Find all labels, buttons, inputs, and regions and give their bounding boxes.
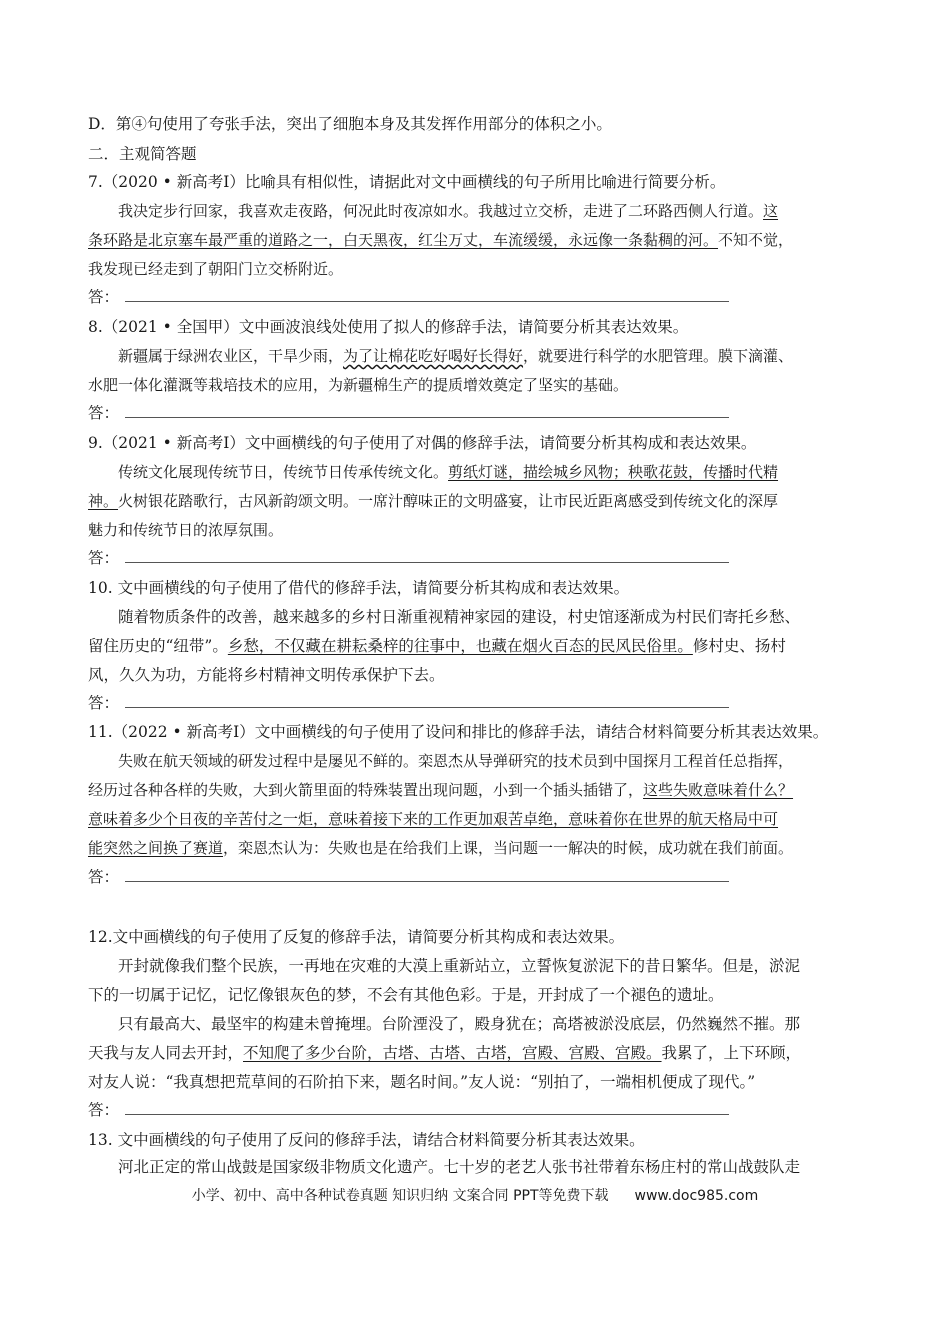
q10-answer-row — [88, 692, 729, 714]
section-heading: 二．主观简答题 — [88, 145, 197, 163]
q12-passage-line1: 开封就像我们整个民族，一再地在灾难的大漠上重新站立，立誓恢复淤泥下的昔日繁华。但是，淤泥 — [118, 957, 801, 975]
answer-label: 答： — [88, 404, 120, 422]
q9-text: 火树银花踏歌行，古风新韵颂文明。一席汁醇味正的文明盛宴，让市民近距离感受到传统文化的深厚 — [118, 492, 779, 510]
q9-underlined-text: 神。 — [88, 492, 119, 510]
q10-underlined-text: 乡愁，不仅藏在耕耘桑梓的往事中，也藏在烟火百态的民风民俗里。 — [227, 637, 693, 655]
footer-link[interactable]: www.doc985.com — [634, 1188, 759, 1204]
q9-text: 传统文化展现传统节日，传统节日传承传统文化。 — [118, 463, 449, 481]
q7-passage-line3: 我发现已经走到了朝阳门立交桥附近。 — [88, 260, 344, 278]
q8-text: ，就要进行科学的水肥管理。膜下滴灌、 — [523, 347, 794, 365]
q11-passage-line4 — [88, 837, 793, 859]
q11-passage-line2 — [88, 779, 793, 801]
answer-line[interactable] — [125, 403, 729, 418]
q11-answer-row — [88, 866, 729, 888]
page-footer — [0, 1185, 950, 1205]
q13-title: 13. 文中画横线的句子使用了反问的修辞手法，请结合材料简要分析其表达效果。 — [88, 1131, 645, 1149]
q8-passage-line2: 水肥一体化灌溉等栽培技术的应用，为新疆棉生产的提质增效奠定了坚实的基础。 — [88, 376, 629, 394]
answer-label: 答： — [88, 694, 120, 712]
q12-passage-line3: 只有最高大、最坚牢的构建未曾掩埋。台阶湮没了，殿身犹在；高塔被淤没底层，仍然巍然不摧。那 — [118, 1015, 801, 1033]
q9-passage-line3: 魅力和传统节日的浓厚氛围。 — [88, 521, 284, 539]
q12-text: 我累了，上下环顾， — [661, 1044, 802, 1062]
q11-underlined-text: 这些失败意味着什么？ — [643, 781, 794, 799]
q12-text: 天我与友人同去开封， — [88, 1044, 244, 1062]
q9-answer-row — [88, 547, 729, 569]
q7-underlined-text: 这 — [763, 202, 779, 220]
q8-answer-row — [88, 402, 729, 424]
option-d: D．第④句使用了夸张手法，突出了细胞本身及其发挥作用部分的体积之小。 — [88, 115, 612, 133]
answer-line[interactable] — [125, 867, 729, 882]
q9-underlined-text: 剪纸灯谜，描绘城乡风物；秧歌花鼓，传播时代精 — [448, 463, 779, 481]
q10-passage-line2 — [88, 635, 786, 657]
q11-text: ，栾恩杰认为：失败也是在给我们上课，当问题一一解决的时候，成功就在我们前面。 — [223, 839, 794, 857]
answer-line[interactable] — [125, 1100, 729, 1115]
q8-passage-line1 — [118, 345, 793, 367]
footer-text: 小学、初中、高中各种试卷真题 知识归纳 文案合同 PPT等免费下载 — [191, 1188, 609, 1204]
q7-text: 我决定步行回家，我喜欢走夜路，何况此时夜凉如水。我越过立交桥，走进了二环路西侧人行道。 — [118, 202, 764, 220]
q8-text: 新疆属于绿洲农业区，干旱少雨， — [118, 347, 344, 365]
q10-title: 10. 文中画横线的句子使用了借代的修辞手法，请简要分析其构成和表达效果。 — [88, 579, 630, 597]
q8-wavy-text: 为了让棉花吃好喝好长得好 — [343, 347, 524, 365]
q10-text: 留住历史的“纽带”。 — [88, 637, 228, 655]
q10-passage-line3: 风，久久为功，方能将乡村精神文明传承保护下去。 — [88, 666, 445, 684]
q12-answer-row — [88, 1099, 729, 1121]
q7-passage-line1 — [118, 200, 778, 222]
q8-title: 8.（2021 • 全国甲）文中画波浪线处使用了拟人的修辞手法，请简要分析其表达效果。 — [88, 318, 689, 336]
q12-passage-line5: 对友人说：“我真想把荒草间的石阶拍下来，题名时间。”友人说：“别拍了，一端相机便成了现代。” — [88, 1073, 756, 1091]
q9-title: 9.（2021 • 新高考Ⅰ）文中画横线的句子使用了对偶的修辞手法，请简要分析其构成和表达效果。 — [88, 434, 757, 452]
q11-text: 经历过各种各样的失败，大到火箭里面的特殊装置出现问题，小到一个插头插错了， — [88, 781, 644, 799]
q7-title: 7.（2020 • 新高考Ⅰ）比喻具有相似性，请据此对文中画横线的句子所用比喻进行简要分析。 — [88, 173, 726, 191]
answer-label: 答： — [88, 1101, 120, 1119]
q9-passage-line1 — [118, 461, 778, 483]
q7-passage-line2 — [88, 229, 793, 251]
q10-text: 修村史、扬村 — [692, 637, 786, 655]
q11-passage-line3: 意味着多少个日夜的辛苦付之一炬，意味着接下来的工作更加艰苦卓绝，意味着你在世界的航天格局中可 — [88, 810, 779, 828]
q12-passage-line2: 下的一切属于记忆，记忆像银灰色的梦，不会有其他色彩。于是，开封成了一个褪色的遗址。 — [88, 986, 724, 1004]
answer-line[interactable] — [125, 287, 729, 302]
q10-passage-line1: 随着物质条件的改善，越来越多的乡村日渐重视精神家园的建设，村史馆逐渐成为村民们寄托乡愁、 — [118, 608, 801, 626]
q7-underlined-text: 条环路是北京塞车最严重的道路之一，白天黑夜，红尘万丈，车流缓缓，永远像一条黏稠的河。 — [88, 231, 719, 249]
answer-line[interactable] — [125, 548, 729, 563]
answer-line[interactable] — [125, 693, 729, 708]
q12-title: 12.文中画横线的句子使用了反复的修辞手法，请简要分析其构成和表达效果。 — [88, 928, 625, 946]
answer-label: 答： — [88, 868, 120, 886]
q9-passage-line2 — [88, 490, 778, 512]
q11-passage-line1: 失败在航天领域的研发过程中是屡见不鲜的。栾恩杰从导弹研究的技术员到中国探月工程首任总指挥， — [118, 752, 794, 770]
q13-passage-line1: 河北正定的常山战鼓是国家级非物质文化遗产。七十岁的老艺人张书社带着东杨庄村的常山战鼓队走 — [118, 1158, 801, 1176]
q7-text: 不知不觉， — [718, 231, 794, 249]
q11-underlined-text: 能突然之间换了赛道 — [88, 839, 224, 857]
q11-title: 11.（2022 • 新高考Ⅰ）文中画横线的句子使用了设问和排比的修辞手法，请结合材料简要分析其表达效果。 — [88, 723, 829, 741]
q12-underlined-text: 不知爬了多少台阶，古塔、古塔、古塔，宫殿、宫殿、宫殿。 — [243, 1044, 662, 1062]
q12-passage-line4 — [88, 1042, 801, 1064]
answer-label: 答： — [88, 549, 120, 567]
answer-label: 答： — [88, 288, 120, 306]
q7-answer-row — [88, 286, 729, 308]
